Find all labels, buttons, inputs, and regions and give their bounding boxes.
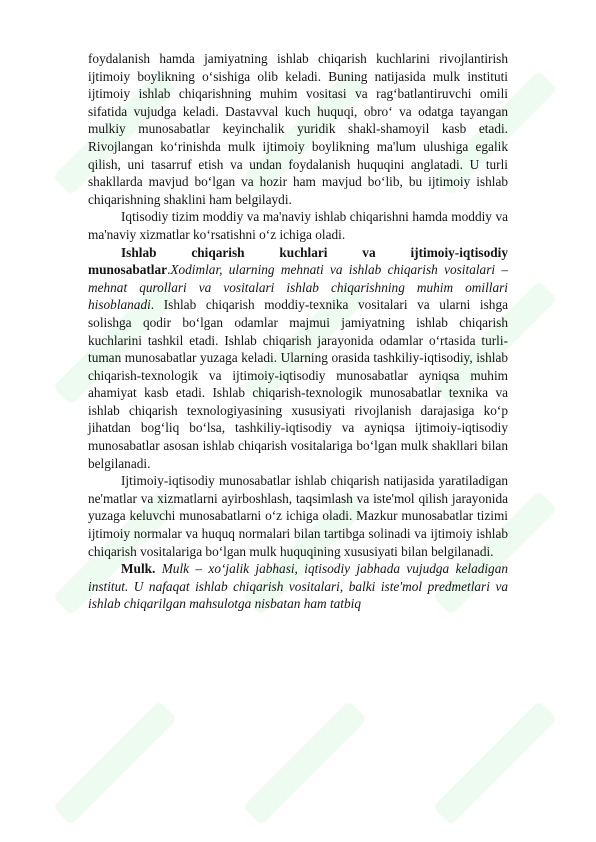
paragraph-5 — [88, 560, 508, 613]
watermark-stripe — [243, 701, 367, 825]
paragraph-1: foydalanish hamda jamiyatning ishlab chiqarish kuchlarini rivojlantirish ijtimoiy boylikning o‘sishiga olib keladi. Buning natijasida mulk instituti ijtimoiy ishlab chiqarishning muhim vositasi va rag‘batlantiruvchi omili sifatida vujudga keladi. Dastavval kuch huquqi, obro‘ va odatga tayangan mulkiy munosabatlar keyinchalik yuridik shakl-shamoyil kasb etadi. Rivojlangan ko‘rinishda mulk ijtimoiy boylikning ma'lum ulushiga egalik qilish, uni tasarruf etish va undan foydalanish huquqini anglatadi. U turli shakllarda mavjud bo‘lgan va hozir ham mavjud bo‘lib, bu ijtimoiy ishlab chiqarishning shaklini ham belgilaydi. — [88, 51, 508, 207]
paragraph-4: Ijtimoiy-iqtisodiy munosabatlar ishlab chiqarish natijasida yaratiladigan ne'matlar va xizmatlarni ayirboshlash, taqsimlash va iste'mol qilish jarayonida yuzaga keluvchi munosabatlarni o‘z ichiga oladi. Mazkur munosabatlar tizimi ijtimoiy normalar va huquq normalari bilan tartibga solinadi va ijtimoiy ishlab chiqarish vositalariga bo‘lgan mulk huquqining xususiyati bilan belgilanadi. — [88, 473, 508, 559]
section-heading-productive-forces: Ishlab chiqarish kuchlari va ijtimoiy-iqtisodiy munosabatlar — [88, 244, 508, 278]
section-heading-property: Mulk. — [121, 561, 156, 577]
property-definition: Mulk – xo‘jalik jabhasi, iqtisodiy jabhada vujudga keladigan institut. U nafaqat ishlab chiqarish vositalari, balki iste'mol predmetlari va ishlab chiqarilgan mahsulotga nisbatan ham tatbiq — [88, 561, 508, 612]
heading-dot: . — [167, 262, 171, 278]
paragraph-3 — [88, 244, 508, 473]
document-body — [88, 50, 508, 613]
watermark-stripe — [53, 701, 177, 825]
italic-definition: Xodimlar, ularning mehnati va ishlab chiqarish vositalari – mehnat qurollari va vositalari ishlab chiqarishning muhim omillari hisoblanadi — [88, 262, 508, 313]
paragraph-2: Iqtisodiy tizim moddiy va ma'naviy ishlab chiqarishni hamda moddiy va ma'naviy xizmatlar ko‘rsatishni o‘z ichiga oladi. — [88, 209, 508, 242]
watermark-stripe — [433, 701, 557, 825]
paragraph-3-body: . Ishlab chiqarish moddiy-texnika vositalari va ularni ishga solishga qodir bo‘lgan odamlar majmui jamiyatning ishlab chiqarish kuchlarini tashkil etadi. Ishlab chiqarish jarayonida odamlar o‘rtasida turli-tuman munosabatlar yuzaga keladi. Ularning orasida tashkiliy-iqtisodiy, ishlab chiqarish-texnologik va ijtimoiy-iqtisodiy munosabatlar ayniqsa muhim ahamiyat kasb etadi. Ishlab chiqarish-texnologik munosabatlar texnika va ishlab chiqarish texnologiyasining xususiyati rivojlanish darajasiga ko‘p jihatdan bog‘liq bo‘lsa, tashkiliy-iqtisodiy va ayniqsa ijtimoiy-iqtisodiy munosabatlar asosan ishlab chiqarish vositalariga bo‘lgan mulk shakllari bilan belgilanadi. — [88, 297, 508, 471]
